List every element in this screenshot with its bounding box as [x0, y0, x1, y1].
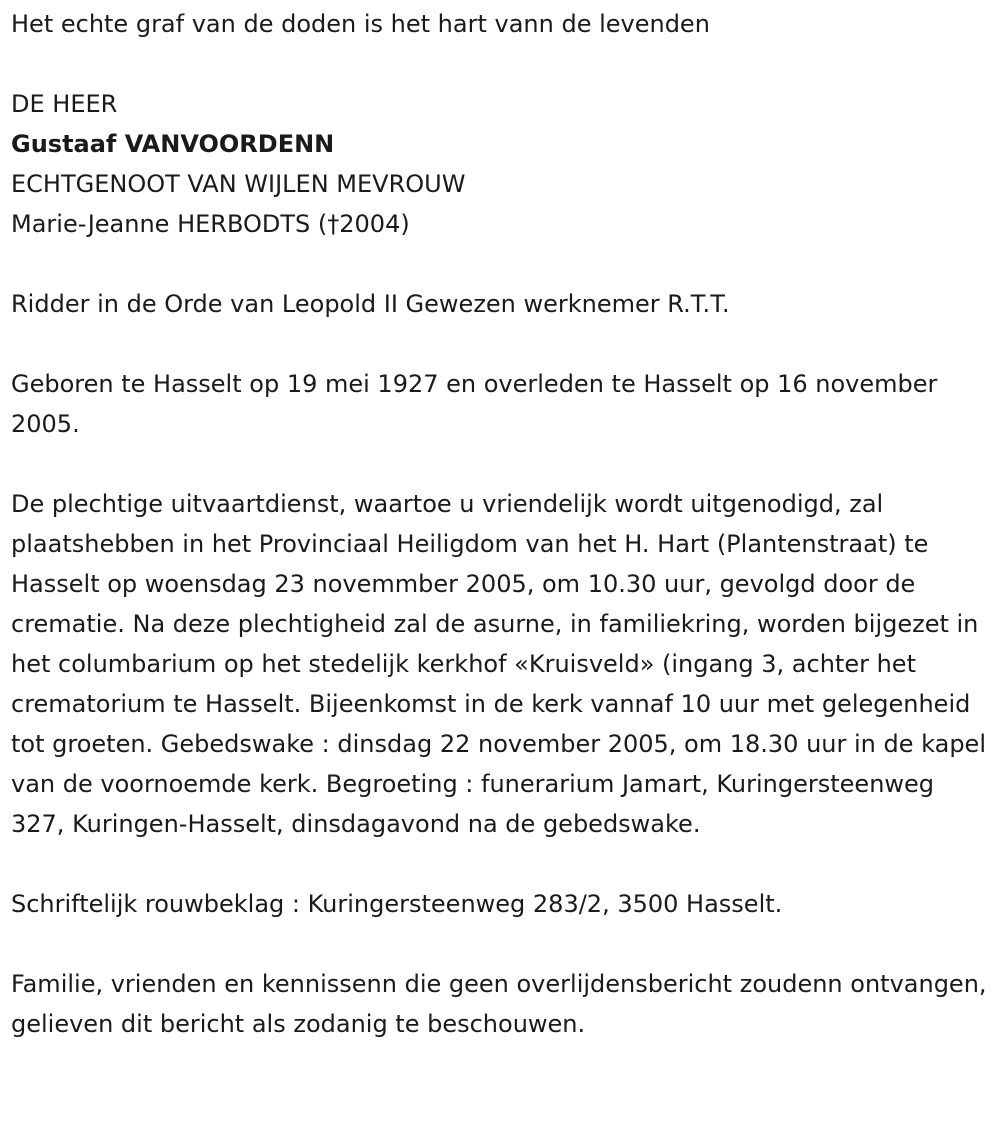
birth-death: Geboren te Hasselt op 19 mei 1927 en overleden te Hasselt op 16 november 2005.	[11, 370, 946, 438]
honors: Ridder in de Orde van Leopold II Gewezen werknemer R.T.T.	[11, 290, 730, 318]
spouse-line	[11, 204, 993, 244]
deceased-name: Gustaaf VANVOORDENN	[11, 130, 335, 158]
ceremony-details: De plechtige uitvaartdienst, waartoe u vriendelijk wordt uitgenodigd, zal plaatshebben in het Provinciaal Heiligdom van het H. Hart (Plantenstraat) te Hasselt op woensdag 23 novemmber 2005, om 10.30 uur, gevolgd door de crematie. Na deze plechtigheid zal de asurne, in familiekring, worden bijgezet in het columbarium op het stedelijk kerkhof «Kruisveld» (ingang 3, achter het crematorium te Hasselt. Bijeenkomst in de kerk vannaf 10 uur met gelegenheid tot groeten. Gebedswake : dinsdag 22 november 2005, om 18.30 uur in de kapel van de voornoemde kerk. Begroeting : funerarium Jamart, Kuringersteenweg 327, Kuringen-Hasselt, dinsdagavond na de gebedswake.	[11, 490, 994, 838]
closing-note: Familie, vrienden en kennissenn die geen overlijdensbericht zoudenn ontvangen, gelieven dit bericht als zodanig te beschouwen.	[11, 970, 995, 1038]
cross-icon: †	[327, 210, 340, 238]
spouse-title: ECHTGENOOT VAN WIJLEN MEVROUW	[11, 170, 466, 198]
motto: Het echte graf van de doden is het hart vann de levenden	[11, 10, 710, 38]
obituary-notice	[11, 4, 993, 1044]
spouse-death-year: 2004)	[339, 210, 410, 238]
spouse-name: Marie-Jeanne HERBODTS (	[11, 210, 328, 238]
salutation: DE HEER	[11, 90, 118, 118]
condolences-address: Schriftelijk rouwbeklag : Kuringersteenweg 283/2, 3500 Hasselt.	[11, 890, 783, 918]
